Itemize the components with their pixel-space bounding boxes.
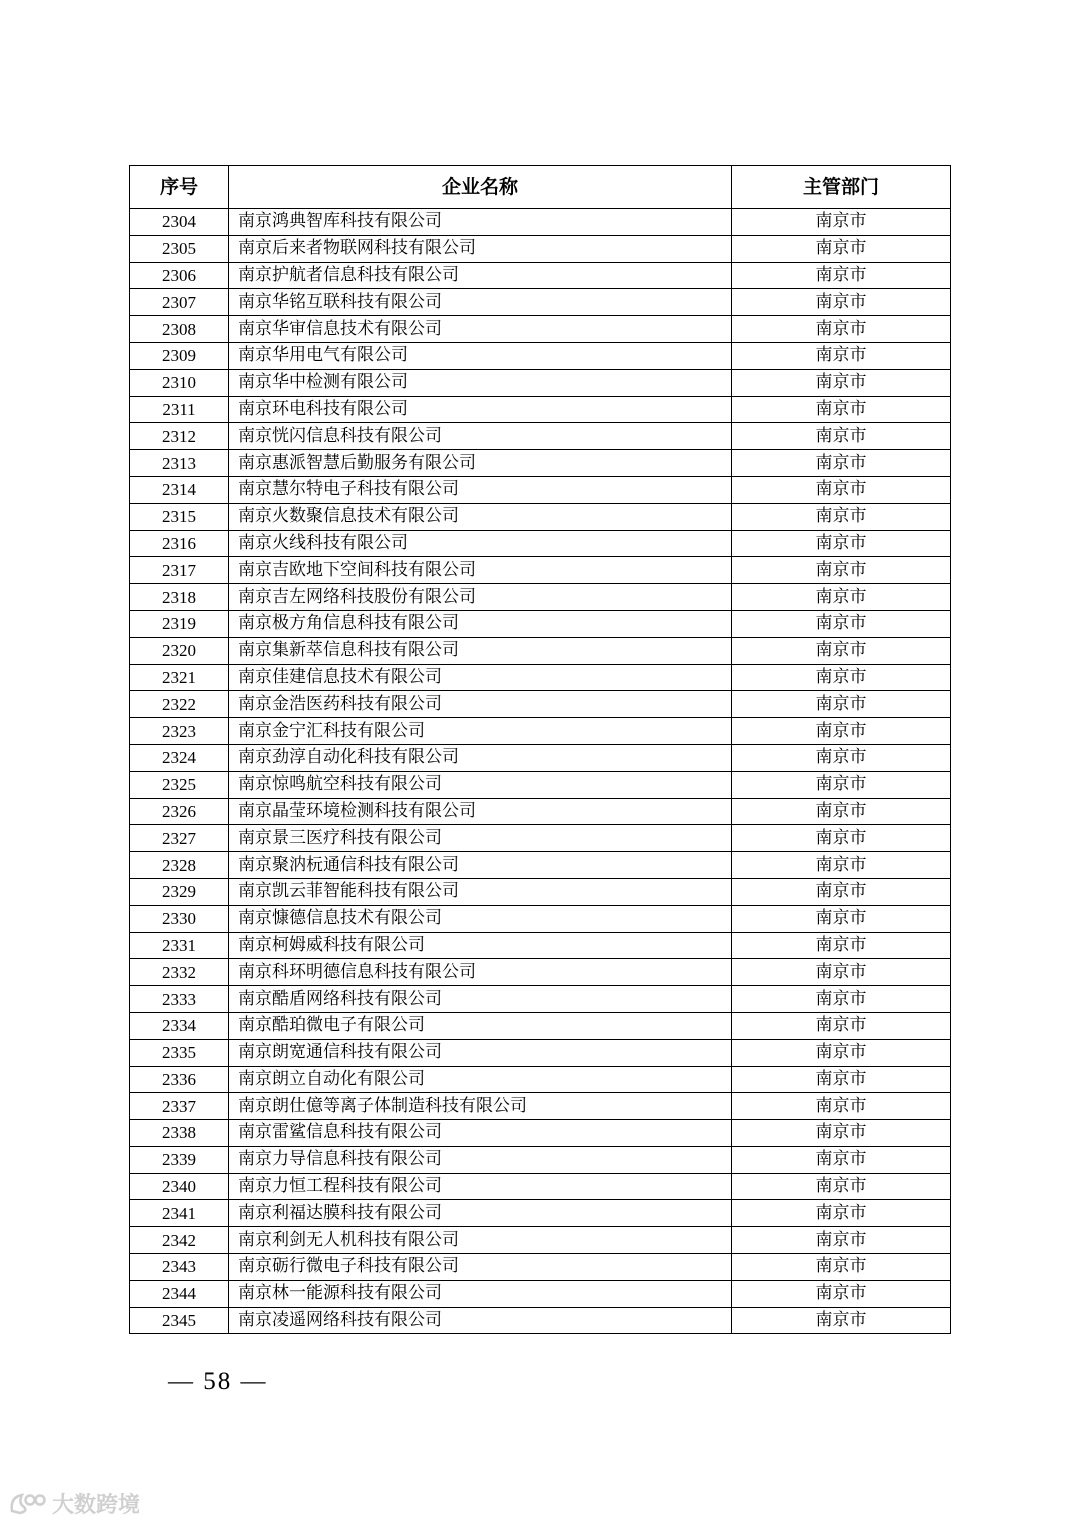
table-row xyxy=(130,852,951,879)
row-no: 2308 xyxy=(130,316,229,343)
table-header-row xyxy=(130,166,951,209)
table-row xyxy=(130,905,951,932)
row-name: 南京火数聚信息技术有限公司 xyxy=(229,503,732,530)
row-no: 2316 xyxy=(130,530,229,557)
row-dept: 南京市 xyxy=(732,503,951,530)
row-no: 2306 xyxy=(130,262,229,289)
row-name: 南京华中检测有限公司 xyxy=(229,369,732,396)
row-dept: 南京市 xyxy=(732,584,951,611)
row-no: 2312 xyxy=(130,423,229,450)
row-no: 2307 xyxy=(130,289,229,316)
row-dept: 南京市 xyxy=(732,1307,951,1334)
row-name: 南京雷鲨信息科技有限公司 xyxy=(229,1120,732,1147)
row-dept: 南京市 xyxy=(732,932,951,959)
table-row xyxy=(130,959,951,986)
row-dept: 南京市 xyxy=(732,610,951,637)
row-name: 南京华用电气有限公司 xyxy=(229,342,732,369)
row-name: 南京晶莹环境检测科技有限公司 xyxy=(229,798,732,825)
row-no: 2327 xyxy=(130,825,229,852)
table-row xyxy=(130,1066,951,1093)
table-row xyxy=(130,771,951,798)
row-dept: 南京市 xyxy=(732,798,951,825)
table-row xyxy=(130,1173,951,1200)
row-dept: 南京市 xyxy=(732,396,951,423)
row-no: 2304 xyxy=(130,209,229,236)
row-no: 2329 xyxy=(130,878,229,905)
table-row xyxy=(130,744,951,771)
row-name: 南京利剑无人机科技有限公司 xyxy=(229,1227,732,1254)
row-dept: 南京市 xyxy=(732,986,951,1013)
row-name: 南京吉左网络科技股份有限公司 xyxy=(229,584,732,611)
table-row xyxy=(130,1200,951,1227)
row-name: 南京金宁汇科技有限公司 xyxy=(229,718,732,745)
row-dept: 南京市 xyxy=(732,1039,951,1066)
table-row xyxy=(130,637,951,664)
row-dept: 南京市 xyxy=(732,1227,951,1254)
table-row xyxy=(130,1280,951,1307)
table-row xyxy=(130,584,951,611)
row-dept: 南京市 xyxy=(732,664,951,691)
row-no: 2331 xyxy=(130,932,229,959)
row-no: 2334 xyxy=(130,1012,229,1039)
row-dept: 南京市 xyxy=(732,637,951,664)
table-row xyxy=(130,503,951,530)
row-name: 南京利福达膜科技有限公司 xyxy=(229,1200,732,1227)
row-name: 南京林一能源科技有限公司 xyxy=(229,1280,732,1307)
row-no: 2343 xyxy=(130,1254,229,1281)
row-no: 2328 xyxy=(130,852,229,879)
row-name: 南京力导信息科技有限公司 xyxy=(229,1146,732,1173)
row-name: 南京恍闪信息科技有限公司 xyxy=(229,423,732,450)
row-no: 2314 xyxy=(130,476,229,503)
row-no: 2321 xyxy=(130,664,229,691)
row-no: 2340 xyxy=(130,1173,229,1200)
table-row xyxy=(130,423,951,450)
row-name: 南京朗宽通信科技有限公司 xyxy=(229,1039,732,1066)
row-no: 2338 xyxy=(130,1120,229,1147)
table-row xyxy=(130,932,951,959)
table-row xyxy=(130,476,951,503)
row-dept: 南京市 xyxy=(732,342,951,369)
row-dept: 南京市 xyxy=(732,1093,951,1120)
row-dept: 南京市 xyxy=(732,959,951,986)
table-row xyxy=(130,986,951,1013)
row-name: 南京惠派智慧后勤服务有限公司 xyxy=(229,450,732,477)
row-no: 2333 xyxy=(130,986,229,1013)
table-row xyxy=(130,691,951,718)
row-dept: 南京市 xyxy=(732,771,951,798)
page-number: — 58 — xyxy=(168,1368,268,1395)
row-no: 2310 xyxy=(130,369,229,396)
row-name: 南京华铭互联科技有限公司 xyxy=(229,289,732,316)
table-row xyxy=(130,610,951,637)
table-row xyxy=(130,1254,951,1281)
watermark-text: 大数跨境 xyxy=(52,1493,141,1518)
row-no: 2337 xyxy=(130,1093,229,1120)
table-body xyxy=(130,209,951,1334)
table-row xyxy=(130,235,951,262)
row-dept: 南京市 xyxy=(732,905,951,932)
row-name: 南京佳建信息技术有限公司 xyxy=(229,664,732,691)
row-name: 南京惊鸣航空科技有限公司 xyxy=(229,771,732,798)
row-name: 南京朗立自动化有限公司 xyxy=(229,1066,732,1093)
row-no: 2319 xyxy=(130,610,229,637)
row-dept: 南京市 xyxy=(732,557,951,584)
row-dept: 南京市 xyxy=(732,1146,951,1173)
row-name: 南京慧尔特电子科技有限公司 xyxy=(229,476,732,503)
row-no: 2313 xyxy=(130,450,229,477)
table-row xyxy=(130,1039,951,1066)
row-name: 南京聚汭杬通信科技有限公司 xyxy=(229,852,732,879)
row-dept: 南京市 xyxy=(732,1012,951,1039)
table-row xyxy=(130,1227,951,1254)
row-name: 南京柯姆威科技有限公司 xyxy=(229,932,732,959)
row-dept: 南京市 xyxy=(732,744,951,771)
row-dept: 南京市 xyxy=(732,209,951,236)
row-name: 南京凯云菲智能科技有限公司 xyxy=(229,878,732,905)
row-dept: 南京市 xyxy=(732,825,951,852)
row-no: 2323 xyxy=(130,718,229,745)
row-dept: 南京市 xyxy=(732,369,951,396)
row-no: 2335 xyxy=(130,1039,229,1066)
table-row xyxy=(130,530,951,557)
table-row xyxy=(130,1093,951,1120)
row-dept: 南京市 xyxy=(732,691,951,718)
row-dept: 南京市 xyxy=(732,1200,951,1227)
row-dept: 南京市 xyxy=(732,1254,951,1281)
row-name: 南京砺行微电子科技有限公司 xyxy=(229,1254,732,1281)
row-name: 南京后来者物联网科技有限公司 xyxy=(229,235,732,262)
row-no: 2342 xyxy=(130,1227,229,1254)
table-row xyxy=(130,664,951,691)
table-row xyxy=(130,878,951,905)
enterprise-table xyxy=(129,165,951,1334)
table-row xyxy=(130,396,951,423)
row-name: 南京极方角信息科技有限公司 xyxy=(229,610,732,637)
row-name: 南京护航者信息科技有限公司 xyxy=(229,262,732,289)
table-row xyxy=(130,1307,951,1334)
row-dept: 南京市 xyxy=(732,262,951,289)
row-name: 南京慷德信息技术有限公司 xyxy=(229,905,732,932)
row-dept: 南京市 xyxy=(732,878,951,905)
table-row xyxy=(130,450,951,477)
table-row xyxy=(130,209,951,236)
row-name: 南京环电科技有限公司 xyxy=(229,396,732,423)
row-name: 南京火线科技有限公司 xyxy=(229,530,732,557)
row-no: 2318 xyxy=(130,584,229,611)
table-row xyxy=(130,825,951,852)
row-no: 2324 xyxy=(130,744,229,771)
row-name: 南京凌遥网络科技有限公司 xyxy=(229,1307,732,1334)
row-no: 2326 xyxy=(130,798,229,825)
header-dept: 主管部门 xyxy=(732,166,951,209)
row-no: 2345 xyxy=(130,1307,229,1334)
row-dept: 南京市 xyxy=(732,423,951,450)
table-row xyxy=(130,369,951,396)
row-name: 南京吉欧地下空间科技有限公司 xyxy=(229,557,732,584)
row-no: 2311 xyxy=(130,396,229,423)
row-dept: 南京市 xyxy=(732,450,951,477)
row-dept: 南京市 xyxy=(732,718,951,745)
table-row xyxy=(130,262,951,289)
row-no: 2344 xyxy=(130,1280,229,1307)
table-row xyxy=(130,1012,951,1039)
row-no: 2317 xyxy=(130,557,229,584)
row-name: 南京华审信息技术有限公司 xyxy=(229,316,732,343)
row-dept: 南京市 xyxy=(732,235,951,262)
header-name: 企业名称 xyxy=(229,166,732,209)
table-row xyxy=(130,289,951,316)
row-dept: 南京市 xyxy=(732,1173,951,1200)
row-dept: 南京市 xyxy=(732,852,951,879)
row-name: 南京力恒工程科技有限公司 xyxy=(229,1173,732,1200)
row-name: 南京金浩医药科技有限公司 xyxy=(229,691,732,718)
watermark xyxy=(8,1488,140,1519)
table-row xyxy=(130,718,951,745)
row-dept: 南京市 xyxy=(732,1066,951,1093)
row-no: 2332 xyxy=(130,959,229,986)
row-name: 南京劲淳自动化科技有限公司 xyxy=(229,744,732,771)
table-row xyxy=(130,798,951,825)
table-row xyxy=(130,1146,951,1173)
row-no: 2309 xyxy=(130,342,229,369)
row-name: 南京酷盾网络科技有限公司 xyxy=(229,986,732,1013)
row-name: 南京酷珀微电子有限公司 xyxy=(229,1012,732,1039)
row-dept: 南京市 xyxy=(732,1120,951,1147)
row-no: 2322 xyxy=(130,691,229,718)
header-no: 序号 xyxy=(130,166,229,209)
row-dept: 南京市 xyxy=(732,1280,951,1307)
table-row xyxy=(130,1120,951,1147)
row-no: 2305 xyxy=(130,235,229,262)
row-name: 南京朗仕億等离子体制造科技有限公司 xyxy=(229,1093,732,1120)
table-row xyxy=(130,316,951,343)
logo-icon xyxy=(8,1491,48,1517)
row-no: 2341 xyxy=(130,1200,229,1227)
row-name: 南京集新萃信息科技有限公司 xyxy=(229,637,732,664)
row-no: 2339 xyxy=(130,1146,229,1173)
row-dept: 南京市 xyxy=(732,289,951,316)
row-name: 南京景三医疗科技有限公司 xyxy=(229,825,732,852)
row-name: 南京鸿典智库科技有限公司 xyxy=(229,209,732,236)
row-dept: 南京市 xyxy=(732,476,951,503)
row-no: 2325 xyxy=(130,771,229,798)
row-no: 2315 xyxy=(130,503,229,530)
table-row xyxy=(130,342,951,369)
row-name: 南京科环明德信息科技有限公司 xyxy=(229,959,732,986)
table-row xyxy=(130,557,951,584)
row-no: 2336 xyxy=(130,1066,229,1093)
row-no: 2330 xyxy=(130,905,229,932)
row-dept: 南京市 xyxy=(732,316,951,343)
row-dept: 南京市 xyxy=(732,530,951,557)
row-no: 2320 xyxy=(130,637,229,664)
